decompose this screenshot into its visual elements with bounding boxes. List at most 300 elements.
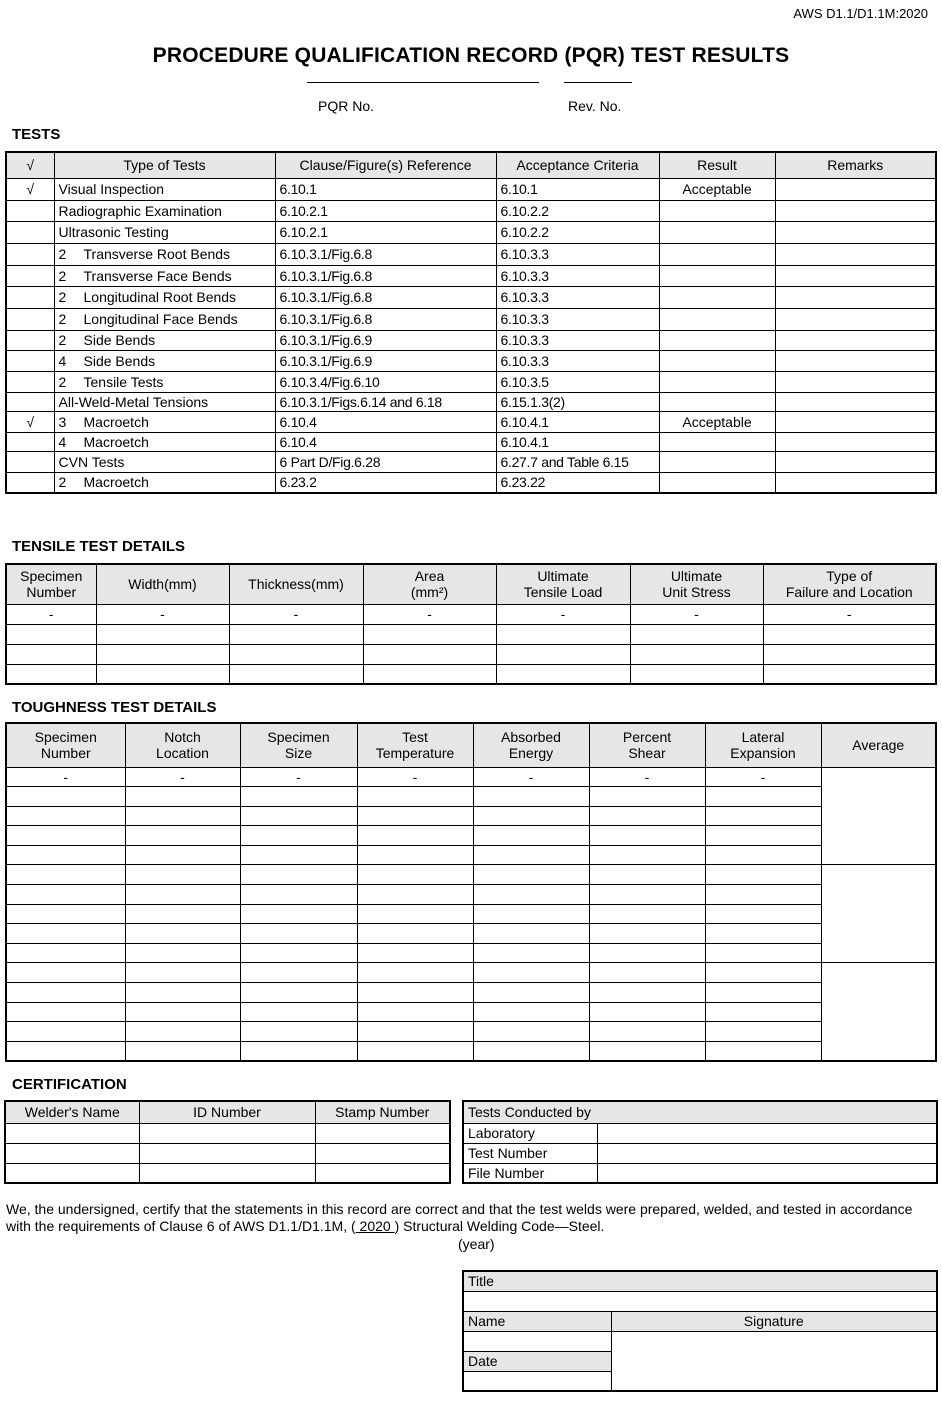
test-remarks-cell[interactable]	[775, 308, 936, 330]
toughness-cell[interactable]	[125, 806, 240, 826]
tensile-cell[interactable]: -	[96, 604, 229, 624]
tensile-cell[interactable]	[96, 664, 229, 684]
tensile-row	[6, 604, 936, 624]
tensile-col-line2: Tensile Load	[523, 584, 603, 601]
toughness-cell[interactable]	[240, 904, 357, 924]
test-check-cell[interactable]: √	[6, 178, 54, 200]
toughness-cell[interactable]	[705, 826, 821, 846]
toughness-cell[interactable]	[6, 904, 125, 924]
tensile-col-line1: Type of	[826, 568, 873, 585]
test-reference-cell: 6 Part D/Fig.6.28	[275, 451, 496, 472]
toughness-cell[interactable]	[705, 865, 821, 885]
toughness-cell[interactable]	[6, 1022, 125, 1042]
toughness-cell[interactable]	[357, 924, 473, 944]
test-type-cell	[54, 432, 275, 451]
toughness-cell[interactable]	[589, 806, 705, 826]
test-remarks-cell[interactable]	[775, 178, 936, 200]
toughness-col-header	[6, 723, 125, 767]
test-check-cell[interactable]	[6, 432, 54, 451]
signature-field[interactable]	[611, 1331, 937, 1391]
toughness-average-cell[interactable]	[821, 767, 936, 865]
test-quantity[interactable]: 4	[58, 433, 67, 450]
toughness-cell[interactable]	[357, 885, 473, 905]
toughness-cell[interactable]	[589, 1022, 705, 1042]
toughness-cell[interactable]	[589, 904, 705, 924]
tensile-col-header	[229, 564, 363, 604]
tensile-cell[interactable]: -	[763, 604, 936, 624]
test-row	[6, 243, 936, 265]
test-check-cell[interactable]	[6, 286, 54, 308]
test-type-cell	[54, 243, 275, 265]
certification-statement	[6, 1201, 936, 1235]
toughness-cell[interactable]	[589, 983, 705, 1003]
test-remarks-cell[interactable]	[775, 411, 936, 432]
toughness-cell[interactable]	[589, 826, 705, 846]
test-result-cell[interactable]	[659, 371, 775, 392]
test-quantity[interactable]: 4	[58, 352, 67, 369]
toughness-cell[interactable]	[240, 865, 357, 885]
test-quantity[interactable]: 2	[58, 246, 67, 262]
toughness-row	[6, 1041, 936, 1061]
test-reference-cell: 6.10.2.1	[275, 221, 496, 243]
toughness-cell[interactable]	[125, 845, 240, 865]
tensile-cell[interactable]	[363, 664, 496, 684]
toughness-cell[interactable]	[473, 943, 589, 963]
toughness-col-line1: Specimen	[267, 729, 330, 746]
test-check-cell[interactable]	[6, 350, 54, 371]
test-reference-cell: 6.10.3.1/Fig.6.8	[275, 265, 496, 286]
test-result-cell[interactable]	[659, 243, 775, 265]
tensile-cell[interactable]	[496, 664, 630, 684]
test-criteria-cell: 6.10.1	[496, 178, 659, 200]
toughness-col-line1: Average	[852, 737, 905, 754]
toughness-cell[interactable]: -	[125, 767, 240, 787]
test-result-cell[interactable]	[659, 432, 775, 451]
toughness-cell[interactable]	[589, 1041, 705, 1061]
toughness-cell[interactable]	[6, 1002, 125, 1022]
test-remarks-cell[interactable]	[775, 472, 936, 493]
toughness-row	[6, 826, 936, 846]
test-type-cell	[54, 200, 275, 221]
toughness-cell[interactable]	[357, 983, 473, 1003]
tensile-col-line1: Area	[414, 568, 445, 585]
toughness-cell[interactable]	[240, 1002, 357, 1022]
toughness-row	[6, 963, 936, 983]
signature-label: Signature	[611, 1311, 937, 1331]
test-criteria-cell: 6.10.2.2	[496, 200, 659, 221]
test-check-cell[interactable]	[6, 308, 54, 330]
tensile-cell[interactable]: -	[496, 604, 630, 624]
tests-section-title: TESTS	[12, 126, 61, 143]
test-reference-cell: 6.10.4	[275, 411, 496, 432]
tensile-cell[interactable]	[763, 644, 936, 664]
test-row	[6, 308, 936, 330]
toughness-cell[interactable]	[473, 806, 589, 826]
name-field[interactable]	[463, 1331, 611, 1351]
test-remarks-cell[interactable]	[775, 392, 936, 411]
welder-name-cell[interactable]	[5, 1123, 139, 1143]
stamp-number-cell[interactable]	[315, 1143, 450, 1163]
test-criteria-cell: 6.10.4.1	[496, 432, 659, 451]
toughness-cell[interactable]	[125, 963, 240, 983]
test-check-cell[interactable]	[6, 330, 54, 350]
id-number-cell[interactable]	[139, 1143, 315, 1163]
test-type-cell	[54, 350, 275, 371]
toughness-cell[interactable]	[6, 963, 125, 983]
test-result-cell[interactable]	[659, 200, 775, 221]
toughness-cell[interactable]: -	[589, 767, 705, 787]
tensile-cell[interactable]	[6, 664, 96, 684]
test-reference-cell: 6.23.2	[275, 472, 496, 493]
toughness-row	[6, 1002, 936, 1022]
toughness-cell[interactable]	[6, 845, 125, 865]
toughness-cell[interactable]	[473, 1041, 589, 1061]
test-type-label: Tensile Tests	[83, 373, 164, 390]
test-check-cell[interactable]: √	[6, 411, 54, 432]
toughness-cell[interactable]	[6, 1041, 125, 1061]
toughness-col-header	[125, 723, 240, 767]
tensile-cell[interactable]	[630, 664, 763, 684]
test-result-cell[interactable]	[659, 472, 775, 493]
test-result-cell[interactable]: Acceptable	[659, 178, 775, 200]
toughness-cell[interactable]	[240, 885, 357, 905]
toughness-cell[interactable]	[473, 904, 589, 924]
test-result-cell[interactable]	[659, 451, 775, 472]
toughness-cell[interactable]	[240, 1041, 357, 1061]
toughness-cell[interactable]: -	[357, 767, 473, 787]
toughness-col-line2: Location	[156, 745, 209, 762]
tensile-col-header	[630, 564, 763, 604]
test-number-field[interactable]	[597, 1143, 937, 1163]
toughness-cell[interactable]	[705, 943, 821, 963]
tests-conducted-by-label: Tests Conducted by	[463, 1101, 937, 1123]
test-result-cell[interactable]	[659, 308, 775, 330]
id-number-cell[interactable]	[139, 1123, 315, 1143]
tensile-cell[interactable]: -	[363, 604, 496, 624]
test-quantity[interactable]: 3	[58, 413, 67, 430]
title-field[interactable]	[463, 1291, 937, 1311]
test-quantity[interactable]: 2	[58, 474, 67, 491]
toughness-cell[interactable]	[589, 787, 705, 807]
test-remarks-cell[interactable]	[775, 330, 936, 350]
toughness-col-header	[705, 723, 821, 767]
tensile-col-line1: Width(mm)	[128, 576, 197, 593]
toughness-cell[interactable]	[240, 826, 357, 846]
toughness-cell[interactable]	[473, 865, 589, 885]
toughness-cell[interactable]	[357, 943, 473, 963]
date-field[interactable]	[463, 1371, 611, 1391]
welder-name-cell[interactable]	[5, 1143, 139, 1163]
toughness-cell[interactable]	[125, 787, 240, 807]
test-remarks-cell[interactable]	[775, 350, 936, 371]
toughness-cell[interactable]	[125, 826, 240, 846]
test-check-cell[interactable]	[6, 392, 54, 411]
test-type-cell	[54, 265, 275, 286]
test-result-cell[interactable]	[659, 221, 775, 243]
test-type-label: Transverse Face Bends	[83, 267, 232, 284]
id-number-cell[interactable]	[139, 1163, 315, 1183]
tensile-cell[interactable]	[496, 644, 630, 664]
toughness-cell[interactable]	[6, 806, 125, 826]
toughness-cell[interactable]	[6, 865, 125, 885]
toughness-row	[6, 865, 936, 885]
toughness-average-cell[interactable]	[821, 865, 936, 963]
tensile-cell[interactable]	[229, 664, 363, 684]
toughness-cell[interactable]	[705, 845, 821, 865]
toughness-cell[interactable]	[473, 924, 589, 944]
toughness-cell[interactable]	[240, 963, 357, 983]
toughness-cell[interactable]	[240, 787, 357, 807]
test-reference-cell: 6.10.3.1/Fig.6.8	[275, 286, 496, 308]
toughness-cell[interactable]	[6, 826, 125, 846]
toughness-col-line1: Notch	[164, 729, 201, 746]
test-remarks-cell[interactable]	[775, 200, 936, 221]
rev-no-line[interactable]	[564, 82, 632, 83]
toughness-cell[interactable]	[125, 865, 240, 885]
tensile-cell[interactable]	[96, 644, 229, 664]
test-check-cell[interactable]	[6, 265, 54, 286]
test-quantity[interactable]: 2	[58, 373, 67, 390]
toughness-cell[interactable]	[357, 865, 473, 885]
tensile-col-header	[6, 564, 96, 604]
toughness-row	[6, 943, 936, 963]
toughness-cell[interactable]	[705, 806, 821, 826]
test-type-label: Transverse Root Bends	[83, 246, 231, 262]
tensile-table	[5, 563, 937, 685]
test-type-cell	[54, 330, 275, 350]
toughness-cell[interactable]	[473, 845, 589, 865]
test-check-cell[interactable]	[6, 371, 54, 392]
test-result-cell[interactable]	[659, 330, 775, 350]
tensile-cell[interactable]	[763, 664, 936, 684]
test-row	[6, 330, 936, 350]
toughness-cell[interactable]	[705, 885, 821, 905]
test-remarks-cell[interactable]	[775, 243, 936, 265]
welder-table	[4, 1100, 451, 1184]
toughness-cell[interactable]	[705, 1041, 821, 1061]
toughness-cell[interactable]	[705, 787, 821, 807]
welder-name-cell[interactable]	[5, 1163, 139, 1183]
toughness-cell[interactable]	[125, 1002, 240, 1022]
test-remarks-cell[interactable]	[775, 432, 936, 451]
test-type-cell	[54, 371, 275, 392]
tensile-cell[interactable]: -	[6, 604, 96, 624]
tensile-cell[interactable]: -	[630, 604, 763, 624]
toughness-cell[interactable]	[357, 1002, 473, 1022]
toughness-row	[6, 787, 936, 807]
test-remarks-cell[interactable]	[775, 371, 936, 392]
toughness-cell[interactable]	[125, 904, 240, 924]
tensile-cell[interactable]	[6, 644, 96, 664]
toughness-col-header	[589, 723, 705, 767]
test-result-cell[interactable]	[659, 350, 775, 371]
toughness-cell[interactable]	[125, 1022, 240, 1042]
test-type-cell	[54, 221, 275, 243]
date-label: Date	[463, 1351, 611, 1371]
toughness-cell[interactable]	[473, 963, 589, 983]
toughness-average-cell[interactable]	[821, 963, 936, 1061]
toughness-cell[interactable]	[240, 1022, 357, 1042]
toughness-cell[interactable]	[589, 1002, 705, 1022]
toughness-cell[interactable]	[705, 983, 821, 1003]
col-result: Result	[659, 152, 775, 178]
tensile-cell[interactable]	[763, 624, 936, 644]
tensile-cell[interactable]	[229, 644, 363, 664]
test-row	[6, 200, 936, 221]
tensile-col-line2: Unit Stress	[662, 584, 731, 601]
test-check-cell[interactable]	[6, 243, 54, 265]
toughness-cell[interactable]	[240, 806, 357, 826]
tensile-cell[interactable]: -	[229, 604, 363, 624]
toughness-cell[interactable]	[357, 787, 473, 807]
test-quantity[interactable]: 2	[58, 289, 67, 305]
name-label: Name	[463, 1311, 611, 1331]
toughness-col-line2: Number	[40, 745, 91, 762]
toughness-cell[interactable]	[357, 806, 473, 826]
toughness-cell[interactable]	[240, 845, 357, 865]
tensile-section-title: TENSILE TEST DETAILS	[12, 538, 186, 555]
toughness-cell[interactable]	[357, 904, 473, 924]
test-result-cell[interactable]	[659, 392, 775, 411]
test-type-label: Side Bends	[83, 352, 156, 369]
toughness-cell[interactable]	[473, 787, 589, 807]
toughness-cell[interactable]	[589, 885, 705, 905]
toughness-cell[interactable]	[6, 924, 125, 944]
toughness-cell[interactable]	[125, 885, 240, 905]
test-result-cell[interactable]	[659, 286, 775, 308]
test-criteria-cell: 6.10.3.3	[496, 308, 659, 330]
test-remarks-cell[interactable]	[775, 286, 936, 308]
test-reference-cell: 6.10.1	[275, 178, 496, 200]
toughness-row	[6, 885, 936, 905]
toughness-cell[interactable]	[705, 1002, 821, 1022]
stamp-number-cell[interactable]	[315, 1123, 450, 1143]
file-number-field[interactable]	[597, 1163, 937, 1183]
test-result-cell[interactable]: Acceptable	[659, 411, 775, 432]
col-type: Type of Tests	[54, 152, 275, 178]
toughness-cell[interactable]	[589, 943, 705, 963]
toughness-cell[interactable]	[125, 1041, 240, 1061]
tensile-col-line1: Thickness(mm)	[248, 576, 344, 593]
tensile-col-header	[96, 564, 229, 604]
test-type-label: Radiographic Examination	[58, 202, 222, 219]
toughness-cell[interactable]	[589, 924, 705, 944]
tensile-cell[interactable]	[630, 644, 763, 664]
toughness-cell[interactable]	[125, 924, 240, 944]
file-number-label: File Number	[463, 1163, 597, 1183]
toughness-cell[interactable]	[357, 963, 473, 983]
tensile-col-header	[763, 564, 936, 604]
toughness-cell[interactable]	[589, 845, 705, 865]
test-check-cell[interactable]	[6, 221, 54, 243]
toughness-cell[interactable]	[705, 963, 821, 983]
toughness-cell[interactable]	[240, 983, 357, 1003]
test-check-cell[interactable]	[6, 451, 54, 472]
col-criteria: Acceptance Criteria	[496, 152, 659, 178]
toughness-cell[interactable]	[589, 865, 705, 885]
toughness-cell[interactable]	[357, 1022, 473, 1042]
test-quantity[interactable]: 2	[58, 267, 67, 284]
toughness-col-line1: Specimen	[34, 729, 97, 746]
year-value[interactable]: 2020	[355, 1218, 395, 1234]
toughness-cell[interactable]	[6, 885, 125, 905]
test-reference-cell: 6.10.3.1/Fig.6.9	[275, 350, 496, 371]
test-row	[6, 472, 936, 493]
toughness-cell[interactable]: -	[6, 767, 125, 787]
toughness-cell[interactable]	[240, 943, 357, 963]
toughness-cell[interactable]	[240, 924, 357, 944]
test-quantity[interactable]: 2	[58, 311, 67, 327]
toughness-cell[interactable]	[357, 826, 473, 846]
test-type-label: CVN Tests	[58, 453, 125, 470]
tensile-col-line2: Failure and Location	[785, 584, 913, 601]
toughness-cell[interactable]	[705, 924, 821, 944]
test-criteria-cell: 6.10.3.3	[496, 350, 659, 371]
tensile-row	[6, 624, 936, 644]
toughness-cell[interactable]	[125, 943, 240, 963]
tensile-cell[interactable]	[363, 644, 496, 664]
toughness-cell[interactable]	[589, 963, 705, 983]
signoff-table	[462, 1270, 938, 1392]
toughness-cell[interactable]	[6, 787, 125, 807]
toughness-cell[interactable]	[705, 904, 821, 924]
test-row	[6, 178, 936, 200]
tensile-col-header	[496, 564, 630, 604]
toughness-cell[interactable]: -	[240, 767, 357, 787]
tensile-cell[interactable]	[363, 624, 496, 644]
test-number-label: Test Number	[463, 1143, 597, 1163]
year-label: (year)	[458, 1236, 495, 1252]
toughness-cell[interactable]: -	[705, 767, 821, 787]
tensile-cell[interactable]	[630, 624, 763, 644]
test-criteria-cell: 6.10.3.5	[496, 371, 659, 392]
toughness-cell[interactable]: -	[473, 767, 589, 787]
tensile-cell[interactable]	[96, 624, 229, 644]
statement-post: ) Structural Welding Code—Steel.	[394, 1218, 605, 1234]
pqr-no-line[interactable]	[307, 82, 539, 83]
toughness-cell[interactable]	[357, 1041, 473, 1061]
test-remarks-cell[interactable]	[775, 221, 936, 243]
test-remarks-cell[interactable]	[775, 451, 936, 472]
pqr-no-label: PQR No.	[318, 98, 375, 114]
toughness-cell[interactable]	[473, 885, 589, 905]
test-quantity[interactable]: 2	[58, 332, 67, 348]
test-remarks-cell[interactable]	[775, 265, 936, 286]
toughness-cell[interactable]	[6, 983, 125, 1003]
toughness-cell[interactable]	[125, 983, 240, 1003]
test-reference-cell: 6.10.3.1/Figs.6.14 and 6.18	[275, 392, 496, 411]
tensile-cell[interactable]	[6, 624, 96, 644]
title-label: Title	[463, 1271, 937, 1291]
test-type-cell	[54, 392, 275, 411]
toughness-cell[interactable]	[357, 845, 473, 865]
stamp-number-cell[interactable]	[315, 1163, 450, 1183]
tensile-cell[interactable]	[496, 624, 630, 644]
test-result-cell[interactable]	[659, 265, 775, 286]
statement-pre: We, the undersigned, certify that the statements in this record are correct and that the test welds were prepared, welded, and tested in accordance with the requirements of Clause 6 of AWS D1.1/D1.1M, (	[6, 1201, 913, 1234]
toughness-cell[interactable]	[705, 1022, 821, 1042]
toughness-cell[interactable]	[473, 1022, 589, 1042]
toughness-cell[interactable]	[473, 826, 589, 846]
toughness-cell[interactable]	[473, 983, 589, 1003]
tensile-cell[interactable]	[229, 624, 363, 644]
laboratory-field[interactable]	[597, 1123, 937, 1143]
test-check-cell[interactable]	[6, 200, 54, 221]
col-stamp-number: Stamp Number	[315, 1101, 450, 1123]
test-check-cell[interactable]	[6, 472, 54, 493]
toughness-cell[interactable]	[473, 1002, 589, 1022]
toughness-cell[interactable]	[6, 943, 125, 963]
